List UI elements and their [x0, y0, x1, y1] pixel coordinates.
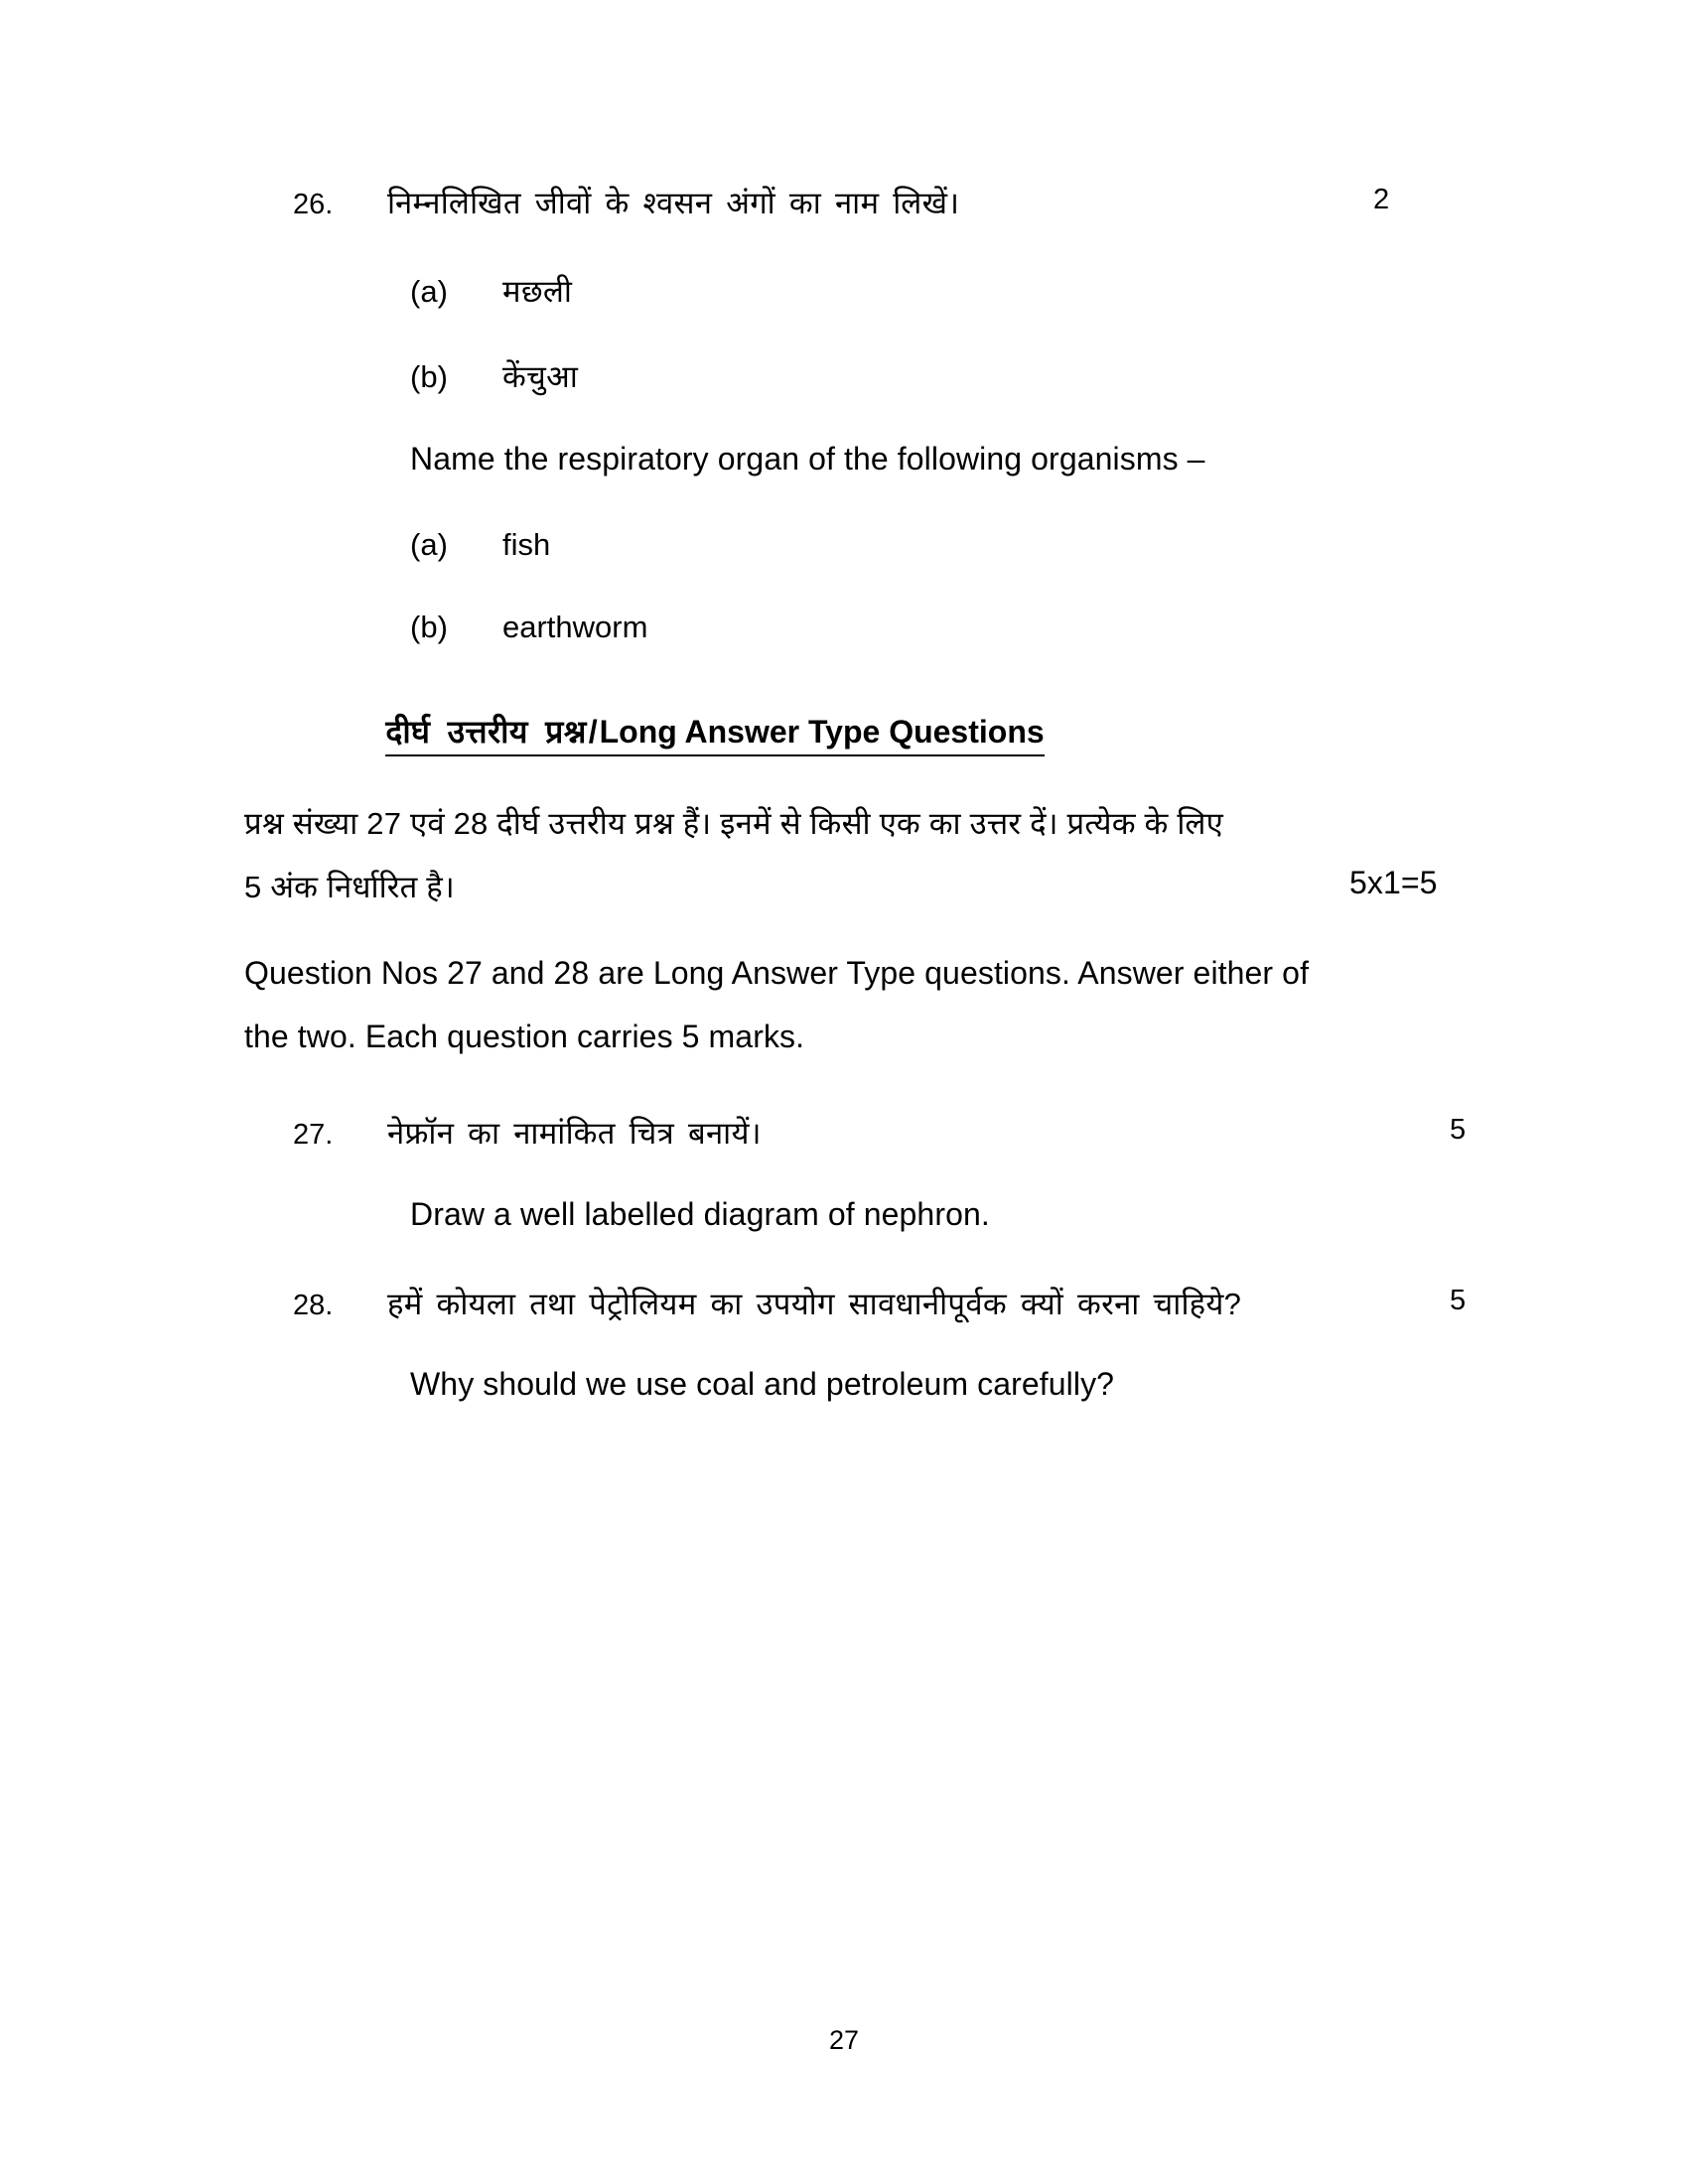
question-28-marks: 5	[1450, 1285, 1467, 1316]
question-28-english-text: Why should we use coal and petroleum carefully?	[410, 1366, 1115, 1402]
question-28-hindi-row	[293, 1283, 1241, 1324]
question-27-hindi-row	[293, 1112, 762, 1154]
section-heading-separator: /	[588, 714, 598, 750]
question-26-hindi-item-b	[410, 355, 578, 397]
question-26-english-item-a-label: (a)	[410, 527, 448, 562]
question-27-number: 27.	[293, 1119, 334, 1151]
question-26-hindi-item-a-label: (a)	[410, 274, 448, 309]
question-28-hindi-text: हमें कोयला तथा पेट्रोलियम का उपयोग सावधानीपूर्वक क्यों करना चाहिये?	[387, 1287, 1242, 1321]
question-26-marks: 2	[1373, 184, 1390, 215]
question-26-hindi-item-b-text: केंचुआ	[502, 359, 579, 394]
question-26-english-item-b-text: earthworm	[502, 610, 648, 644]
question-26-english-text: Name the respiratory organ of the following organisms –	[410, 441, 1205, 477]
instructions-english-line-2: the two. Each question carries 5 marks.	[244, 1019, 805, 1054]
question-26-hindi-row	[293, 182, 959, 223]
question-26-hindi-item-a	[410, 270, 572, 312]
section-heading-hindi: दीर्घ उत्तरीय प्रश्न	[385, 714, 587, 750]
instructions-hindi-marks: 5x1=5	[1349, 865, 1438, 900]
instructions-hindi-line-2: 5 अंक निर्धारित है।	[244, 870, 455, 904]
question-27-english-text: Draw a well labelled diagram of nephron.	[410, 1196, 990, 1232]
section-heading	[0, 710, 1559, 756]
section-heading-english: Long Answer Type Questions	[599, 714, 1045, 750]
question-26-english-item-b-label: (b)	[410, 610, 448, 644]
instructions-hindi-line-1: प्रश्न संख्या 27 एवं 28 दीर्घ उत्तरीय प्रश्न हैं। इनमें से किसी एक का उत्तर दें। प्रत्येक के लिए	[244, 806, 1223, 841]
instructions-english-line-1: Question Nos 27 and 28 are Long Answer Type questions. Answer either of	[244, 955, 1310, 991]
question-26-english-item-a	[410, 527, 550, 563]
question-26-english-item-b	[410, 610, 647, 645]
question-27-hindi-text: नेफ्रॉन का नामांकित चित्र बनायें।	[387, 1116, 762, 1151]
page-number: 27	[828, 2025, 860, 2055]
question-26-hindi-item-a-text: मछली	[502, 274, 573, 309]
question-26-number: 26.	[293, 189, 334, 220]
question-26-english-item-a-text: fish	[502, 527, 551, 562]
question-28-number: 28.	[293, 1290, 334, 1321]
question-27-marks: 5	[1450, 1114, 1467, 1146]
question-26-hindi-text: निम्नलिखित जीवों के श्वसन अंगों का नाम लिखें।	[387, 186, 960, 220]
question-26-hindi-item-b-label: (b)	[410, 359, 448, 394]
